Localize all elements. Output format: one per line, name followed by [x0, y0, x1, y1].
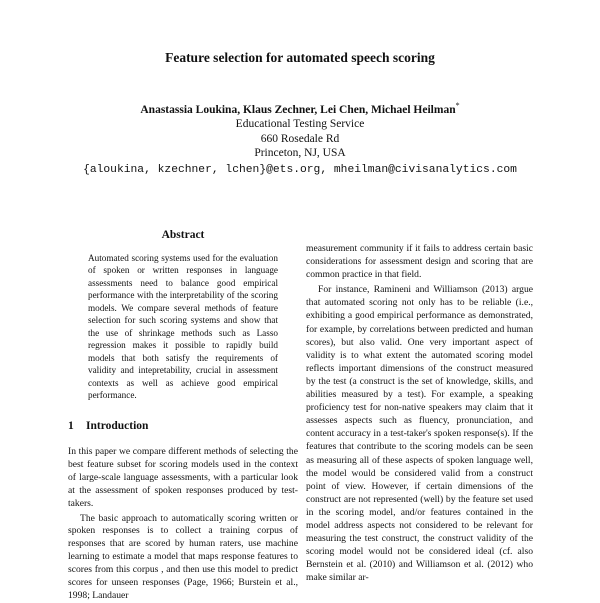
author-footnote-marker: *	[455, 101, 460, 110]
author-names	[0, 99, 600, 117]
introduction-body	[68, 446, 298, 603]
affiliation-org: Educational Testing Service	[235, 118, 365, 131]
abstract-text: Automated scoring systems used for the evaluation of spoken or written responses in language assessments need to balance good empirical performance with the interpretability of the scoring models. We compare several methods of feature selection for such scoring systems and show that the use of shrinkage methods such as Lasso regression makes it possible to rapidly build models that both satisfy the requirements of validity and intepretability, crucial in assessment contexts as well as achieve good empirical performance.	[88, 253, 278, 400]
author-emails: {aloukina, kzechner, lchen}@ets.org, mheilman@civisanalytics.com	[83, 163, 517, 176]
right-column-body	[306, 242, 533, 584]
intro-paragraph-2: The basic approach to automatically scoring written or spoken responses is to collect a training corpus of responses that are scored by human raters, use machine learning to estimate a model that maps response features to scores from this corpus , and then use this model to predict scores for unseen responses (Page, 1966; Burstein et al., 1998; Landauer	[68, 512, 298, 601]
section-number: 1	[68, 420, 74, 432]
affiliation-street: 660 Rosedale Rd	[260, 132, 340, 145]
affiliation-city: Princeton, NJ, USA	[254, 147, 346, 160]
paper-title: Feature selection for automated speech scoring	[165, 50, 435, 65]
right-paragraph-2: For instance, Ramineni and Williamson (2013) argue that automated scoring not only has to be reliable (i.e., exhibiting a good empirical performance as demonstrated, for example, by correlations between predicted and human scores), but also valid. One very important aspect of validity is to what extent the automated scoring model reflects important dimensions of the construct measured by the test (a construct is the set of knowledge, skills, and abilities measured by a test). For example, a speaking proficiency test for non-native speakers may claim that it assesses aspects such as fluency, pronunciation, and content accuracy in a test-taker's spoken response(s). If the features that contribute to the scoring models can be seen as measuring all of these aspects of spoken language well, the model would be considered valid from a construct point of view. However, if certain dimensions of the construct are not represented (well) by the feature set used in the scoring model, and/or features contained in the model address aspects not considered to be relevant for measuring the test construct, the construct validity of the scoring model would not be considered ideal (cf. also Bernstein et al. (2010) and Williamson et al. (2012) who make similar ar-	[306, 284, 533, 584]
intro-paragraph-1: In this paper we compare different methods of selecting the best feature subset for scoring models used in the context of large-scale language assessments, with a particular look at the assessment of spoken responses produced by test-takers.	[68, 446, 298, 509]
abstract-heading: Abstract	[161, 229, 205, 241]
section-title: Introduction	[86, 420, 149, 432]
section-heading-introduction	[68, 420, 148, 432]
author-block	[0, 99, 600, 177]
author-names-text: Anastassia Loukina, Klaus Zechner, Lei Chen, Michael Heilman	[140, 103, 456, 116]
right-paragraph-1: measurement community if it fails to address certain basic considerations for assessment design and scoring that are common practice in that field.	[306, 243, 533, 281]
